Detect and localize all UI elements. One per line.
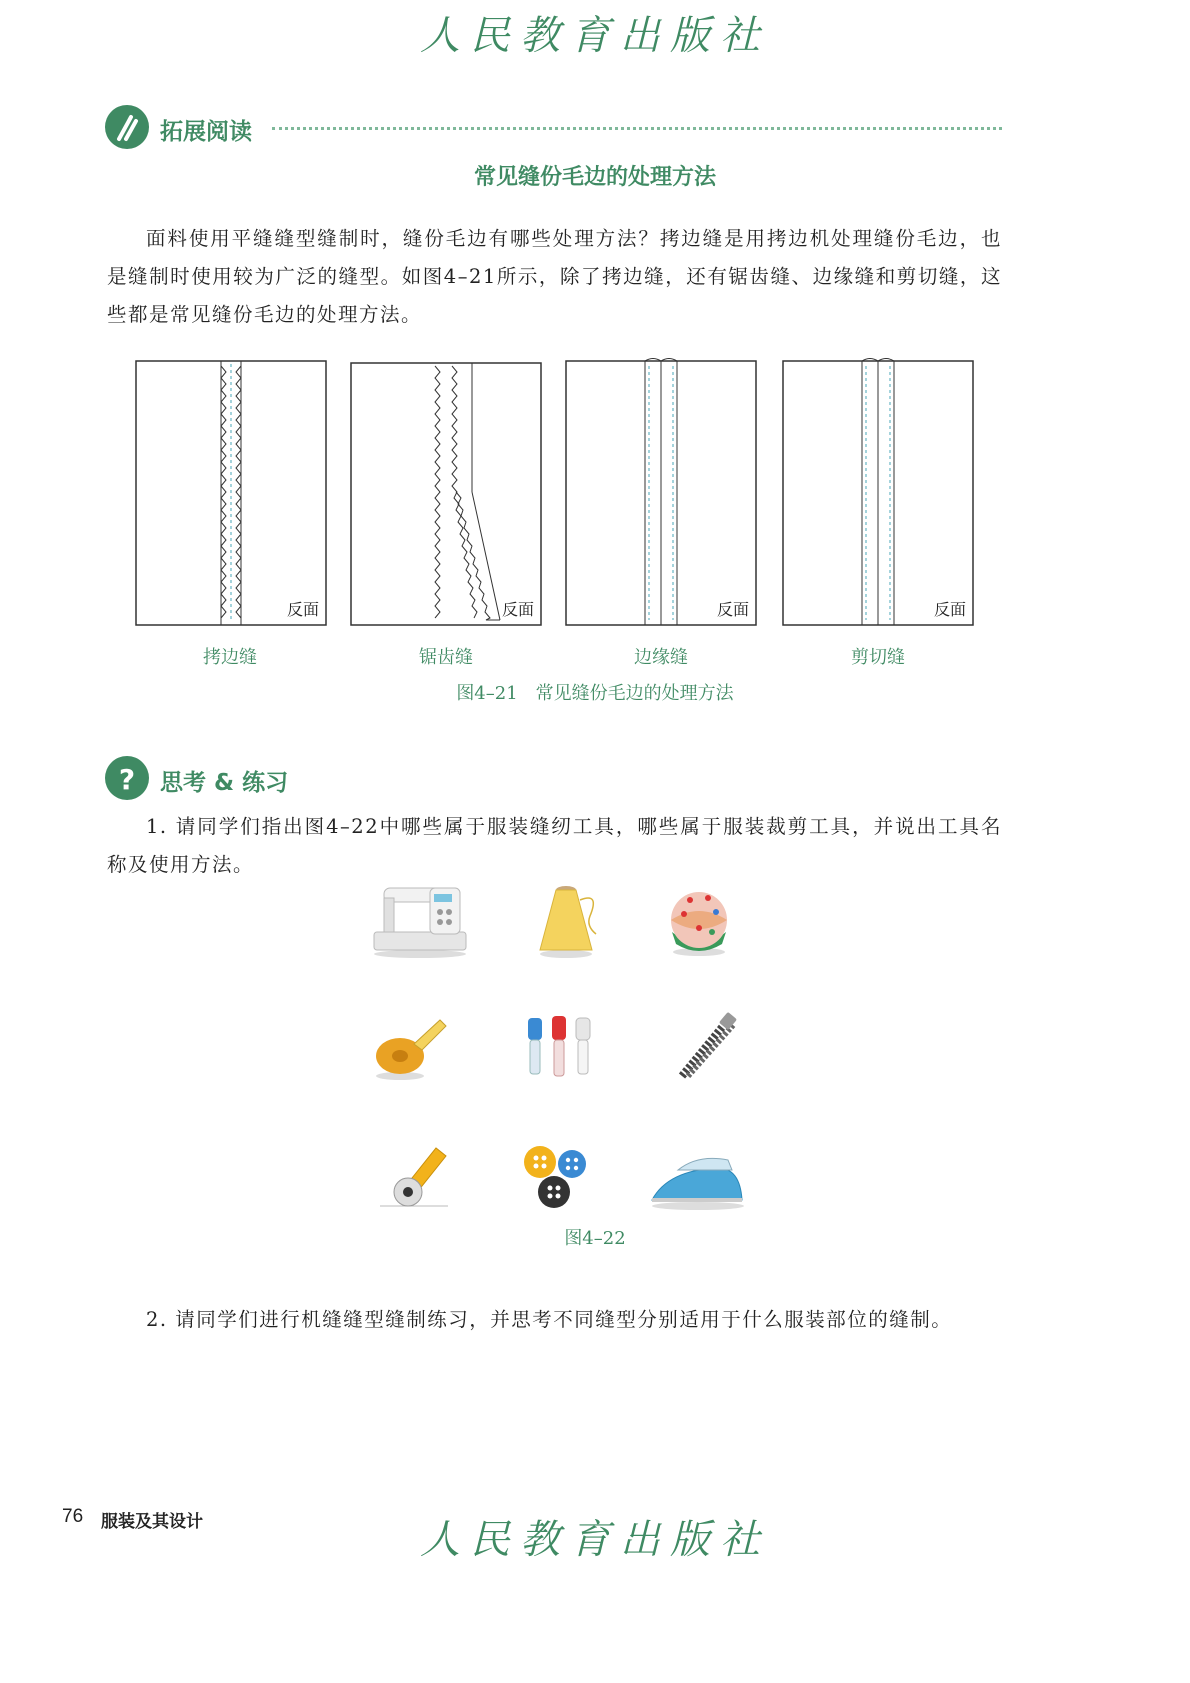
footer-publisher-logo: 人民教育出版社 (420, 1517, 770, 1563)
buttons-icon (520, 1142, 592, 1212)
zipper-icon (672, 1010, 742, 1082)
seam-panel-overlock (135, 360, 327, 626)
question-mark-icon (105, 756, 149, 800)
seam-panel-edge (565, 358, 757, 626)
reading-section-title: 拓展阅读 (160, 119, 252, 145)
exercise-question-1: 1. 请同学们指出图4–22中哪些属于服装缝纫工具，哪些属于服装裁剪工具，并说出工具名称及使用方法。 (107, 815, 1002, 876)
exercise-section-title: 思考 & 练习 (160, 770, 289, 796)
edge-seam-diagram (565, 358, 757, 626)
seam-panel-zigzag (350, 362, 542, 626)
book-title: 服装及其设计 (101, 1512, 203, 1532)
svg-text:?: ? (118, 763, 136, 796)
panel-name-cut: 剪切缝 (851, 647, 905, 668)
figure-4-22-caption: 图4–22 (564, 1228, 626, 1249)
zigzag-seam-diagram (350, 362, 542, 626)
reading-paragraph: 面料使用平缝缝型缝制时，缝份毛边有哪些处理方法？拷边缝是用拷边机处理缝份毛边，也是缝制时使用较为广泛的缝型。如图4–21所示，除了拷边缝，还有锯齿缝、边缘缝和剪切缝，这些都是常见缝份毛边的处理方法。 (107, 227, 1002, 326)
page-number: 76 (62, 1506, 84, 1527)
panel-name-overlock: 拷边缝 (203, 647, 257, 668)
reading-title: 常见缝份毛边的处理方法 (473, 165, 716, 190)
exercise-question-2: 2. 请同学们进行机缝缝型缝制练习，并思考不同缝型分别适用于什么服装部位的缝制。 (146, 1308, 953, 1331)
header-publisher-logo: 人民教育出版社 (420, 13, 770, 59)
overlock-seam-diagram (135, 360, 327, 626)
iron-icon (648, 1148, 746, 1212)
seam-panel-cut (782, 358, 974, 626)
pen-icon (105, 105, 149, 149)
exercise-section-icon (105, 756, 149, 800)
panel-side-label: 反面 (933, 600, 966, 619)
cut-seam-diagram (782, 358, 974, 626)
tape-measure-icon (370, 1012, 450, 1082)
pin-cushion-icon (662, 882, 737, 957)
panel-side-label: 反面 (286, 600, 319, 619)
panel-side-label: 反面 (501, 600, 534, 619)
figure-4-21-caption: 图4–21 常见缝份毛边的处理方法 (456, 683, 734, 704)
sewing-machine-icon (370, 880, 470, 960)
rotary-cutter-icon (378, 1140, 450, 1212)
fabric-markers-icon (522, 1012, 597, 1082)
reading-section-icon (105, 105, 149, 149)
panel-side-label: 反面 (716, 600, 749, 619)
panel-name-edge: 边缘缝 (634, 647, 688, 668)
section-divider (272, 127, 1002, 130)
panel-name-zigzag: 锯齿缝 (419, 647, 473, 668)
thread-spool-icon (530, 880, 610, 960)
